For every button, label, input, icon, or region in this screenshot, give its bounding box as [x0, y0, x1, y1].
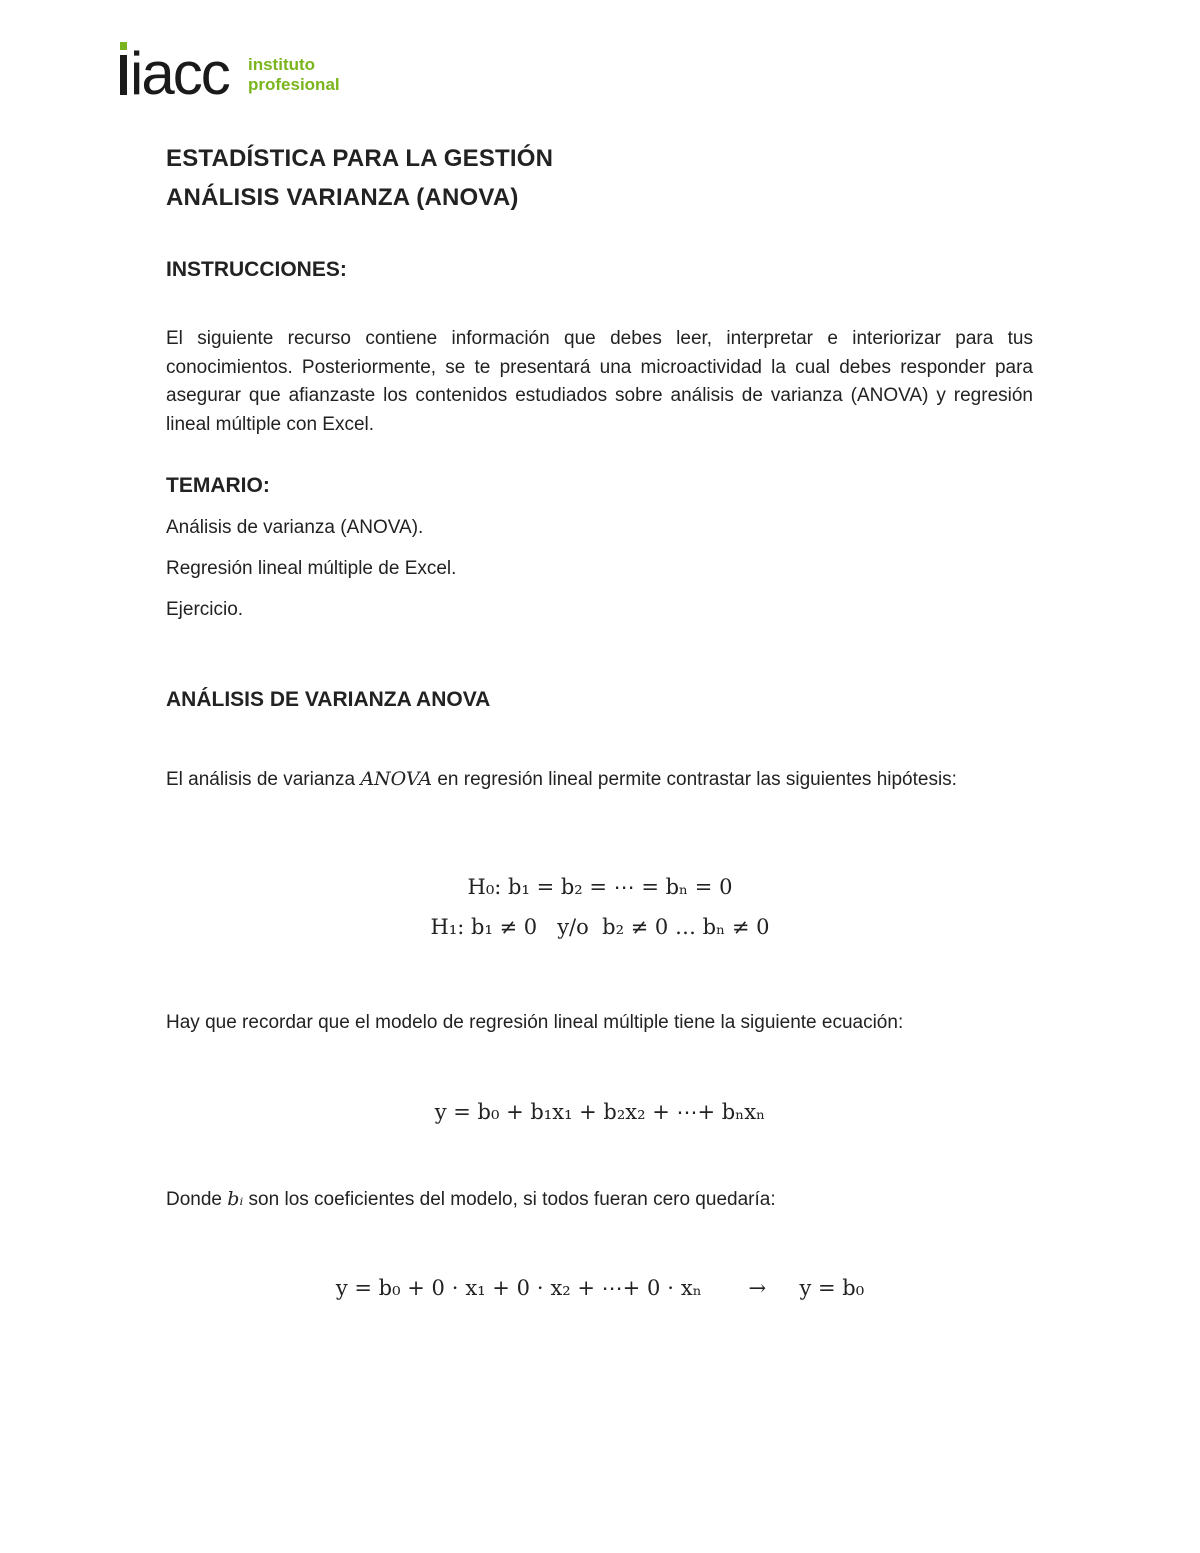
hypothesis-h0: H₀: b₁ = b₂ = ⋯ = bₙ = 0	[467, 875, 733, 899]
zero-coefficients-equation: y = b₀ + 0 ⋅ x₁ + 0 ⋅ x₂ + ⋯+ 0 ⋅ xₙ → y = b₀	[335, 1276, 865, 1300]
document-subtitle: ANÁLISIS VARIANZA (ANOVA)	[166, 184, 519, 211]
donde-paragraph	[166, 1188, 776, 1211]
hypothesis-h1: H₁: b₁ ≠ 0 y/o b₂ ≠ 0 … bₙ ≠ 0	[430, 915, 770, 939]
temario-item: Ejercicio.	[166, 599, 244, 620]
logo-brand-text: iacc	[130, 40, 229, 100]
temario-heading: TEMARIO:	[166, 474, 270, 497]
logo-line1: instituto	[248, 55, 316, 74]
donde-text-before: Donde	[166, 1189, 228, 1210]
document-title: ESTADÍSTICA PARA LA GESTIÓN	[166, 145, 554, 172]
logo-line2: profesional	[248, 75, 340, 94]
donde-text-after: son los coeficientes del modelo, si todos fueran cero quedaría:	[243, 1189, 776, 1210]
instrucciones-paragraph: El siguiente recurso contiene información que debes leer, interpretar e interiorizar para tus conocimientos. Posteriormente, se te presentará una microactividad la cual debes responder para asegurar que afianzaste los contenidos estudiados sobre análisis de varianza (ANOVA) y regresión lineal múltiple con Excel.	[166, 328, 1033, 435]
anova-math: ANOVA	[360, 768, 433, 790]
model-equation: y = b₀ + b₁x₁ + b₂x₂ + ⋯+ bₙxₙ	[434, 1100, 766, 1124]
intro-text-after: en regresión lineal permite contrastar las siguientes hipótesis:	[432, 769, 957, 790]
intro-text-before: El análisis de varianza	[166, 769, 361, 790]
section-heading: ANÁLISIS DE VARIANZA ANOVA	[166, 688, 491, 711]
temario-item: Regresión lineal múltiple de Excel.	[166, 558, 457, 579]
iacc-logo	[120, 40, 360, 100]
model-paragraph: Hay que recordar que el modelo de regresión lineal múltiple tiene la siguiente ecuación:	[166, 1012, 904, 1033]
instrucciones-heading: INSTRUCCIONES:	[166, 258, 347, 281]
section-intro-paragraph	[166, 765, 1033, 795]
coefficient-math: bᵢ	[227, 1188, 244, 1210]
temario-item: Análisis de varianza (ANOVA).	[166, 517, 424, 538]
